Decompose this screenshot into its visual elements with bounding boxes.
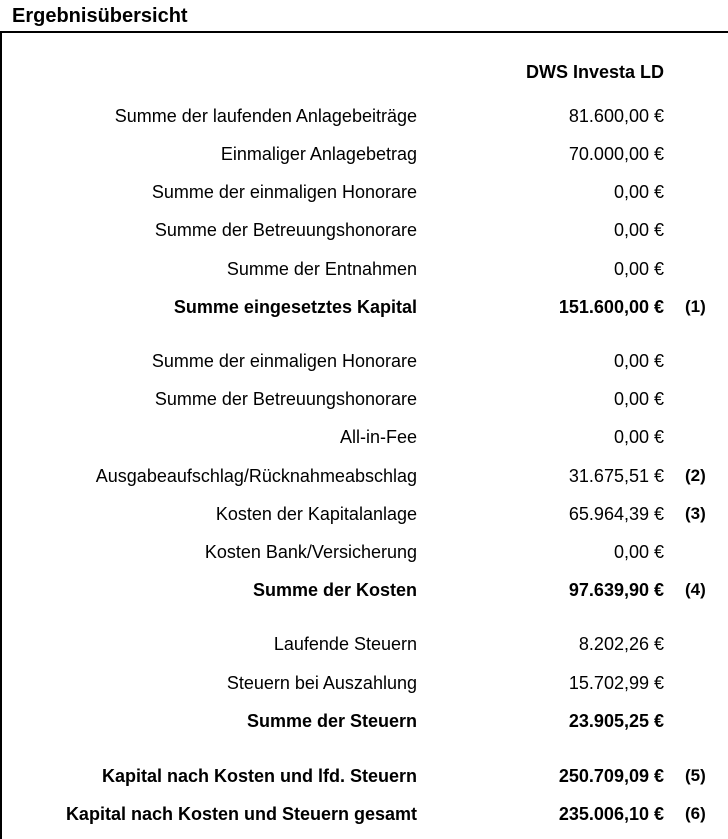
table-row — [0, 632, 728, 656]
row-label: Laufende Steuern — [273, 634, 417, 654]
row-value: 70.000,00 € — [568, 144, 664, 164]
row-value: 151.600,00 € — [558, 297, 664, 317]
table-row — [0, 180, 728, 204]
page-title: Ergebnisübersicht — [12, 5, 188, 27]
table-row-total — [0, 764, 728, 788]
row-value: 0,00 € — [613, 389, 664, 409]
row-value: 0,00 € — [613, 259, 664, 279]
table-row — [0, 671, 728, 695]
table-row-total — [0, 295, 728, 319]
row-value: 31.675,51 € — [568, 466, 664, 486]
table-row-total — [0, 802, 728, 826]
table-row — [0, 464, 728, 488]
row-value: 0,00 € — [613, 182, 664, 202]
row-label: Summe der Entnahmen — [226, 259, 417, 279]
row-footnote: (5) — [685, 766, 706, 785]
row-value: 235.006,10 € — [558, 804, 664, 824]
row-value: 15.702,99 € — [568, 673, 664, 693]
table-row — [0, 540, 728, 564]
row-label: Summe der laufenden Anlagebeiträge — [114, 106, 417, 126]
row-value: 97.639,90 € — [568, 580, 664, 600]
table-row — [0, 349, 728, 373]
row-value: 23.905,25 € — [568, 711, 664, 731]
row-value: 0,00 € — [613, 351, 664, 371]
row-label: Summe der Betreuungshonorare — [154, 220, 417, 240]
row-label: Kosten der Kapitalanlage — [215, 504, 417, 524]
fund-column-header: DWS Investa LD — [525, 62, 664, 82]
row-value: 250.709,09 € — [558, 766, 664, 786]
row-value: 0,00 € — [613, 427, 664, 447]
row-footnote: (4) — [685, 580, 706, 599]
table-row — [0, 387, 728, 411]
table-row — [0, 257, 728, 281]
row-value: 81.600,00 € — [568, 106, 664, 126]
row-label: Kapital nach Kosten und Steuern gesamt — [65, 804, 417, 824]
table-row — [0, 104, 728, 128]
row-label: All-in-Fee — [339, 427, 417, 447]
row-label: Steuern bei Auszahlung — [226, 673, 417, 693]
row-label: Summe der einmaligen Honorare — [151, 182, 417, 202]
row-label: Kosten Bank/Versicherung — [204, 542, 417, 562]
row-label: Kapital nach Kosten und lfd. Steuern — [101, 766, 417, 786]
row-label: Summe der Kosten — [252, 580, 417, 600]
row-label: Ausgabeaufschlag/Rücknahmeabschlag — [95, 466, 417, 486]
row-footnote: (2) — [685, 466, 706, 485]
table-row-total — [0, 578, 728, 602]
table-row — [0, 425, 728, 449]
row-footnote: (1) — [685, 297, 706, 316]
row-footnote: (3) — [685, 504, 706, 523]
row-label: Summe der Betreuungshonorare — [154, 389, 417, 409]
row-label: Summe eingesetztes Kapital — [173, 297, 417, 317]
row-label: Summe der einmaligen Honorare — [151, 351, 417, 371]
row-label: Summe der Steuern — [246, 711, 417, 731]
row-footnote: (6) — [685, 804, 706, 823]
table-row-total — [0, 709, 728, 733]
row-value: 65.964,39 € — [568, 504, 664, 524]
row-label: Einmaliger Anlagebetrag — [220, 144, 417, 164]
table-row — [0, 502, 728, 526]
row-value: 8.202,26 € — [578, 634, 664, 654]
table-row — [0, 218, 728, 242]
table-row — [0, 142, 728, 166]
row-value: 0,00 € — [613, 542, 664, 562]
row-value: 0,00 € — [613, 220, 664, 240]
